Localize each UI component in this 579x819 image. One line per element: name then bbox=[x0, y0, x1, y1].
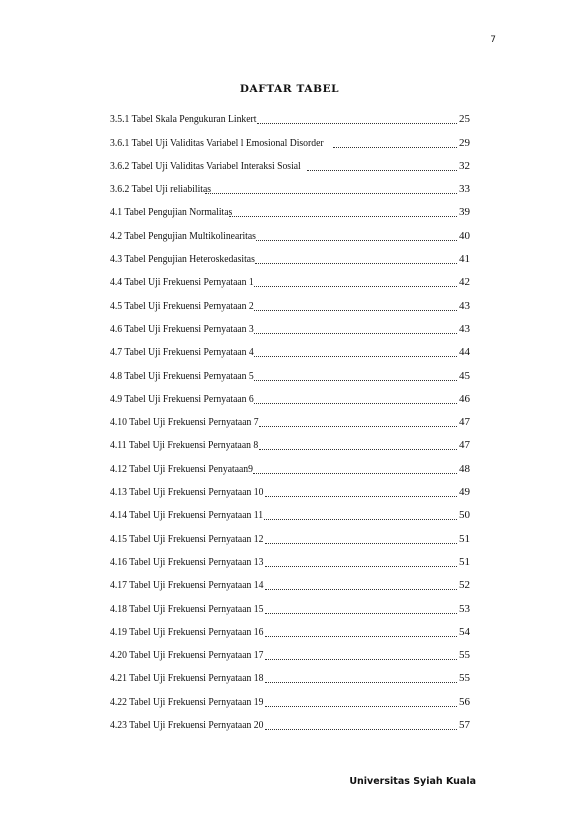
dot-leader bbox=[255, 262, 457, 264]
toc-entry-page: 52 bbox=[459, 579, 470, 592]
toc-entry[interactable] bbox=[110, 243, 470, 266]
toc-entry-label: 4.3 Tabel Pengujian Heteroskedasitas bbox=[110, 253, 255, 266]
toc-entry[interactable] bbox=[110, 569, 470, 592]
toc-entry-page: 47 bbox=[459, 416, 470, 429]
toc-entry-page: 33 bbox=[459, 183, 470, 196]
toc-entry-page: 55 bbox=[459, 649, 470, 662]
toc-entry-label: 4.5 Tabel Uji Frekuensi Pernyataan 2 bbox=[110, 299, 254, 312]
toc-entry-page: 43 bbox=[459, 299, 470, 312]
toc-entry[interactable] bbox=[110, 289, 470, 312]
toc-entry-page: 56 bbox=[459, 695, 470, 708]
toc-entry-label: 4.19 Tabel Uji Frekuensi Pernyataan 16 bbox=[110, 625, 264, 638]
toc-entry-label: 4.13 Tabel Uji Frekuensi Pernyataan 10 bbox=[110, 486, 264, 499]
toc-entry-page: 46 bbox=[459, 392, 470, 405]
toc-entry-page: 47 bbox=[459, 439, 470, 452]
dot-leader bbox=[265, 588, 457, 590]
toc-entry[interactable] bbox=[110, 429, 470, 452]
dot-leader bbox=[259, 448, 457, 450]
dot-leader bbox=[265, 495, 457, 497]
toc-entry-page: 50 bbox=[459, 509, 470, 522]
toc-entry[interactable] bbox=[110, 336, 470, 359]
toc-entry[interactable] bbox=[110, 592, 470, 615]
toc-entry-page: 42 bbox=[459, 276, 470, 289]
page-title: DAFTAR TABEL bbox=[239, 83, 340, 95]
toc-entry-label: 3.6.1 Tabel Uji Validitas Variabel l Emosional Disorder bbox=[110, 136, 324, 149]
dot-leader bbox=[229, 215, 457, 217]
toc-entry-page: 39 bbox=[459, 206, 470, 219]
footer-institution: Universitas Syiah Kuala bbox=[349, 776, 476, 787]
toc-entry-page: 45 bbox=[459, 369, 470, 382]
toc-entry-label: 3.6.2 Tabel Uji Validitas Variabel Interaksi Sosial bbox=[110, 159, 301, 172]
toc-entry-label: 4.14 Tabel Uji Frekuensi Pernyataan 11 bbox=[110, 509, 264, 522]
toc-entry-label: 4.7 Tabel Uji Frekuensi Pernyataan 4 bbox=[110, 346, 254, 359]
toc-entry[interactable] bbox=[110, 173, 470, 196]
toc-entry[interactable] bbox=[110, 196, 470, 219]
dot-leader bbox=[265, 658, 457, 660]
toc-entry[interactable] bbox=[110, 616, 470, 639]
toc-entry-page: 25 bbox=[459, 113, 470, 126]
toc-entry-page: 44 bbox=[459, 346, 470, 359]
toc-entry-page: 55 bbox=[459, 672, 470, 685]
dot-leader bbox=[265, 542, 457, 544]
toc-entry[interactable] bbox=[110, 383, 470, 406]
page-number: 7 bbox=[490, 35, 496, 45]
toc-entry[interactable] bbox=[110, 103, 470, 126]
toc-entry-page: 51 bbox=[459, 532, 470, 545]
dot-leader bbox=[253, 472, 457, 474]
toc-entry-label: 4.9 Tabel Uji Frekuensi Pernyataan 6 bbox=[110, 392, 254, 405]
toc-entry-label: 3.5.1 Tabel Skala Pengukuran Linkert bbox=[110, 113, 257, 126]
toc-entry[interactable] bbox=[110, 639, 470, 662]
toc-entry-page: 51 bbox=[459, 555, 470, 568]
dot-leader bbox=[265, 681, 457, 683]
dot-leader bbox=[257, 122, 457, 124]
dot-leader bbox=[265, 565, 457, 567]
toc-entry-label: 4.2 Tabel Pengujian Multikolinearitas bbox=[110, 229, 256, 242]
toc-entry-label: 4.4 Tabel Uji Frekuensi Pernyataan 1 bbox=[110, 276, 254, 289]
toc-entry[interactable] bbox=[110, 126, 470, 149]
toc-entry[interactable] bbox=[110, 685, 470, 708]
table-list bbox=[110, 103, 470, 732]
toc-entry[interactable] bbox=[110, 476, 470, 499]
toc-entry[interactable] bbox=[110, 709, 470, 732]
toc-entry[interactable] bbox=[110, 359, 470, 382]
toc-entry-label: 4.6 Tabel Uji Frekuensi Pernyataan 3 bbox=[110, 322, 254, 335]
toc-entry-label: 4.21 Tabel Uji Frekuensi Pernyataan 18 bbox=[110, 672, 264, 685]
toc-entry-label: 4.18 Tabel Uji Frekuensi Pernyataan 15 bbox=[110, 602, 264, 615]
dot-leader bbox=[259, 425, 457, 427]
dot-leader bbox=[254, 309, 457, 311]
toc-entry-page: 49 bbox=[459, 486, 470, 499]
toc-entry-label: 4.15 Tabel Uji Frekuensi Pernyataan 12 bbox=[110, 532, 264, 545]
dot-leader bbox=[265, 705, 457, 707]
toc-entry-page: 57 bbox=[459, 719, 470, 732]
toc-entry-page: 53 bbox=[459, 602, 470, 615]
toc-entry-label: 4.20 Tabel Uji Frekuensi Pernyataan 17 bbox=[110, 649, 264, 662]
toc-entry[interactable] bbox=[110, 266, 470, 289]
toc-entry[interactable] bbox=[110, 522, 470, 545]
dot-leader bbox=[254, 285, 457, 287]
toc-entry[interactable] bbox=[110, 662, 470, 685]
dot-leader bbox=[256, 239, 457, 241]
toc-entry[interactable] bbox=[110, 150, 470, 173]
dot-leader bbox=[265, 728, 457, 730]
toc-entry-page: 32 bbox=[459, 159, 470, 172]
toc-entry-label: 4.22 Tabel Uji Frekuensi Pernyataan 19 bbox=[110, 695, 264, 708]
dot-leader bbox=[333, 146, 457, 148]
toc-entry-label: 4.23 Tabel Uji Frekuensi Pernyataan 20 bbox=[110, 719, 264, 732]
toc-entry[interactable] bbox=[110, 219, 470, 242]
toc-entry-label: 4.11 Tabel Uji Frekuensi Pernyataan 8 bbox=[110, 439, 259, 452]
toc-entry-page: 48 bbox=[459, 462, 470, 475]
dot-leader bbox=[265, 612, 457, 614]
toc-entry-page: 41 bbox=[459, 253, 470, 266]
toc-entry-label: 4.1 Tabel Pengujian Normalitas bbox=[110, 206, 233, 219]
toc-entry-label: 4.8 Tabel Uji Frekuensi Pernyataan 5 bbox=[110, 369, 254, 382]
toc-entry[interactable] bbox=[110, 499, 470, 522]
toc-entry[interactable] bbox=[110, 452, 470, 475]
dot-leader bbox=[205, 192, 457, 194]
toc-entry-page: 43 bbox=[459, 322, 470, 335]
toc-entry-label: 4.10 Tabel Uji Frekuensi Pernyataan 7 bbox=[110, 416, 259, 429]
dot-leader bbox=[254, 355, 457, 357]
dot-leader bbox=[254, 332, 457, 334]
toc-entry-page: 29 bbox=[459, 136, 470, 149]
dot-leader bbox=[254, 379, 457, 381]
toc-entry-label: 4.12 Tabel Uji Frekuensi Penyataan9 bbox=[110, 462, 253, 475]
toc-entry[interactable] bbox=[110, 546, 470, 569]
toc-entry[interactable] bbox=[110, 406, 470, 429]
toc-entry-page: 54 bbox=[459, 625, 470, 638]
toc-entry-label: 4.17 Tabel Uji Frekuensi Pernyataan 14 bbox=[110, 579, 264, 592]
toc-entry-label: 3.6.2 Tabel Uji reliabilitas bbox=[110, 183, 212, 196]
dot-leader bbox=[264, 518, 457, 520]
dot-leader bbox=[254, 402, 457, 404]
toc-entry-page: 40 bbox=[459, 229, 470, 242]
toc-entry-label: 4.16 Tabel Uji Frekuensi Pernyataan 13 bbox=[110, 555, 264, 568]
toc-entry[interactable] bbox=[110, 313, 470, 336]
dot-leader bbox=[307, 169, 457, 171]
dot-leader bbox=[265, 635, 457, 637]
